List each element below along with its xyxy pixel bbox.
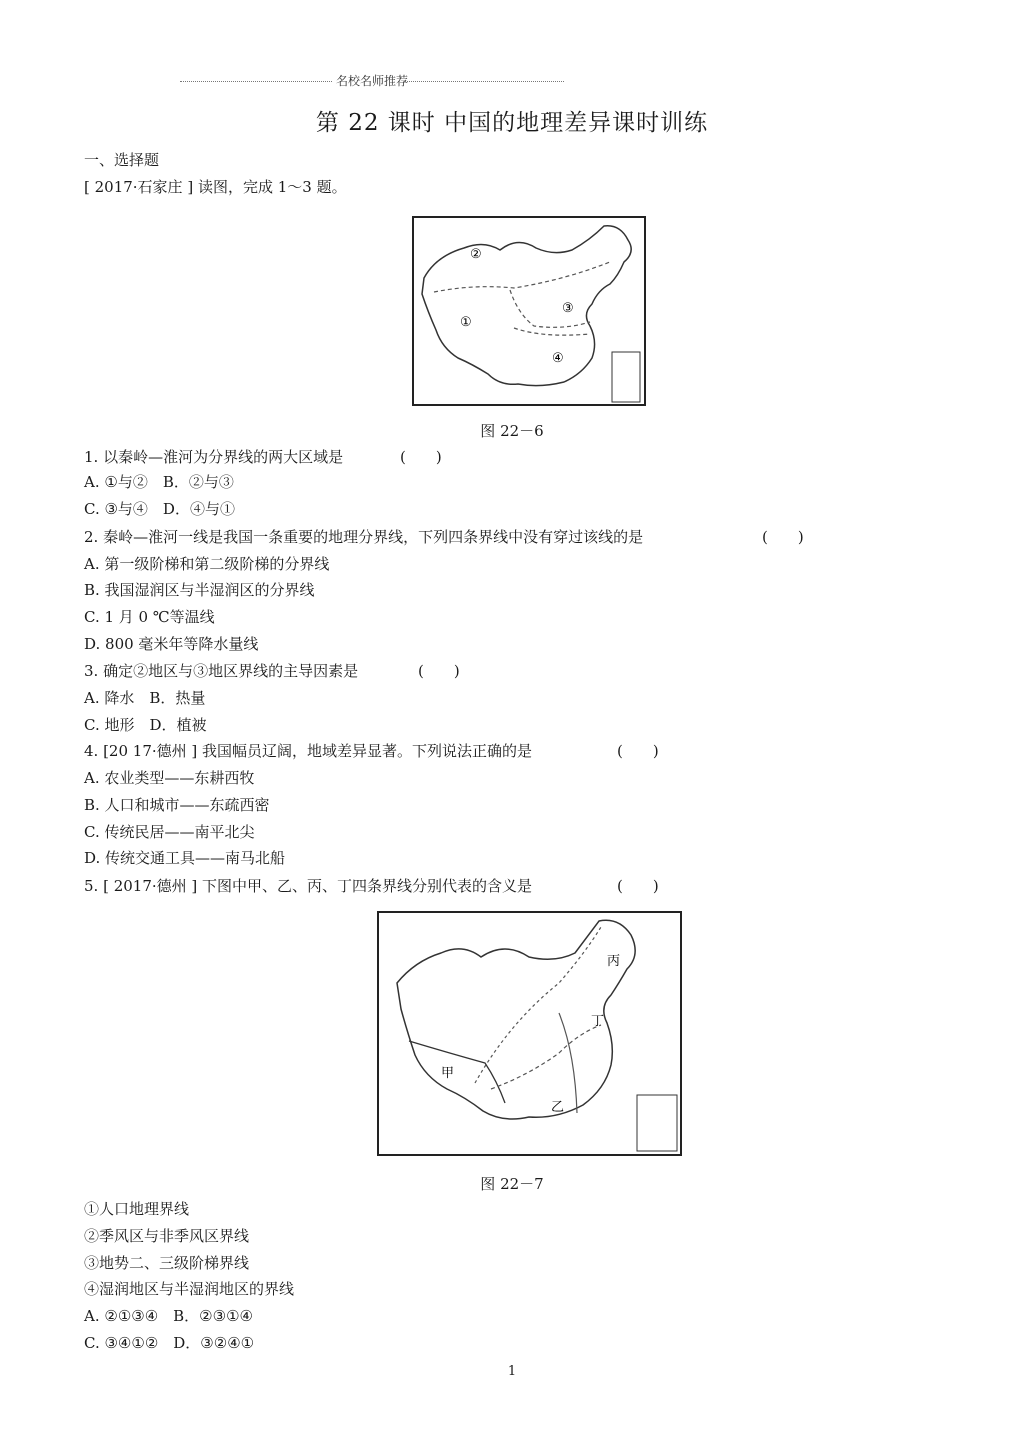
question-3-option-row: A. 降水 B．热量 [84,689,206,707]
intro-text: [ 2017·石家庄 ] 读图，完成 1～3 题。 [84,178,347,196]
boundary-yi [491,1025,601,1089]
question-2-option: B. 我国湿润区与半湿润区的分界线 [84,581,315,599]
question-5-stem: 5. [ 2017·德州 ] 下图中甲、乙、丙、丁四条界线分别代表的含义是 [84,877,533,895]
question-3-option-row: C. 地形 D．植被 [84,716,207,734]
china-outline [422,226,631,386]
boundary-label-yi: 乙 [551,1100,565,1115]
page-header [180,72,564,90]
page-title: 第 22 课时 中国的地理差异课时训练 [315,110,709,136]
figure-caption-1: 图 22－6 [480,422,544,440]
south-sea-inset [612,352,640,402]
question-4-stem: 4. [20 17·德州 ] 我国幅员辽阔，地域差异显著。下列说法正确的是 [84,742,533,760]
question-5-option-row: A. ②①③④ B．②③①④ [84,1307,253,1325]
header-rule-right [404,81,564,82]
question-1-bracket: ( ) [400,448,442,466]
map-figure-22-6 [412,216,646,406]
question-2-option: D. 800 毫米年等降水量线 [84,635,259,653]
question-1-option-row: A. ①与② B．②与③ [84,473,234,491]
south-sea-inset [637,1095,677,1151]
china-map-regions [414,218,644,404]
boundary-line-east [510,290,590,327]
page-number: 1 [507,1364,517,1379]
question-5-item: ①人口地理界线 [84,1200,190,1218]
question-1-option-row: C. ③与④ D．④与① [84,500,235,518]
boundary-line-north [434,262,610,292]
boundary-line-south [514,328,590,335]
boundary-ding [559,1013,577,1113]
question-4-option: B. 人口和城市——东疏西密 [84,796,270,814]
question-2-option: C. 1 月 0 ℃等温线 [84,608,215,626]
question-2-stem: 2. 秦岭—淮河一线是我国一条重要的地理分界线，下列四条界线中没有穿过该线的是 [84,528,644,546]
question-5-item: ④湿润地区与半湿润地区的界线 [84,1280,295,1298]
region-label-1: ① [460,315,472,330]
question-4-option: D. 传统交通工具——南马北船 [84,849,286,867]
question-3-bracket: ( ) [418,662,460,680]
map-figure-22-7 [377,911,682,1156]
question-5-option-row: C. ③④①② D．③②④① [84,1334,255,1352]
region-label-4: ④ [552,351,564,366]
header-text: 名校名师推荐 [332,72,412,90]
question-4-option: C. 传统民居——南平北尖 [84,823,255,841]
figure-caption-2: 图 22－7 [480,1175,544,1193]
question-1-stem: 1. 以秦岭—淮河为分界线的两大区域是 [84,448,344,466]
header-rule-left [180,81,340,82]
question-5-bracket: ( ) [617,877,659,895]
question-2-option: A. 第一级阶梯和第二级阶梯的分界线 [84,555,330,573]
question-2-bracket: ( ) [762,528,804,546]
question-4-option: A. 农业类型——东耕西牧 [84,769,255,787]
question-5-item: ②季风区与非季风区界线 [84,1227,250,1245]
boundary-label-jia: 甲 [441,1066,455,1081]
question-5-item: ③地势二、三级阶梯界线 [84,1254,250,1272]
china-map-boundaries [379,913,680,1154]
section-heading: 一、选择题 [84,151,160,169]
region-label-2: ② [470,247,482,262]
boundary-label-ding: 丁 [591,1014,605,1029]
question-3-stem: 3. 确定②地区与③地区界线的主导因素是 [84,662,359,680]
boundary-label-bing: 丙 [607,954,621,969]
question-4-bracket: ( ) [617,742,659,760]
region-label-3: ③ [562,301,574,316]
